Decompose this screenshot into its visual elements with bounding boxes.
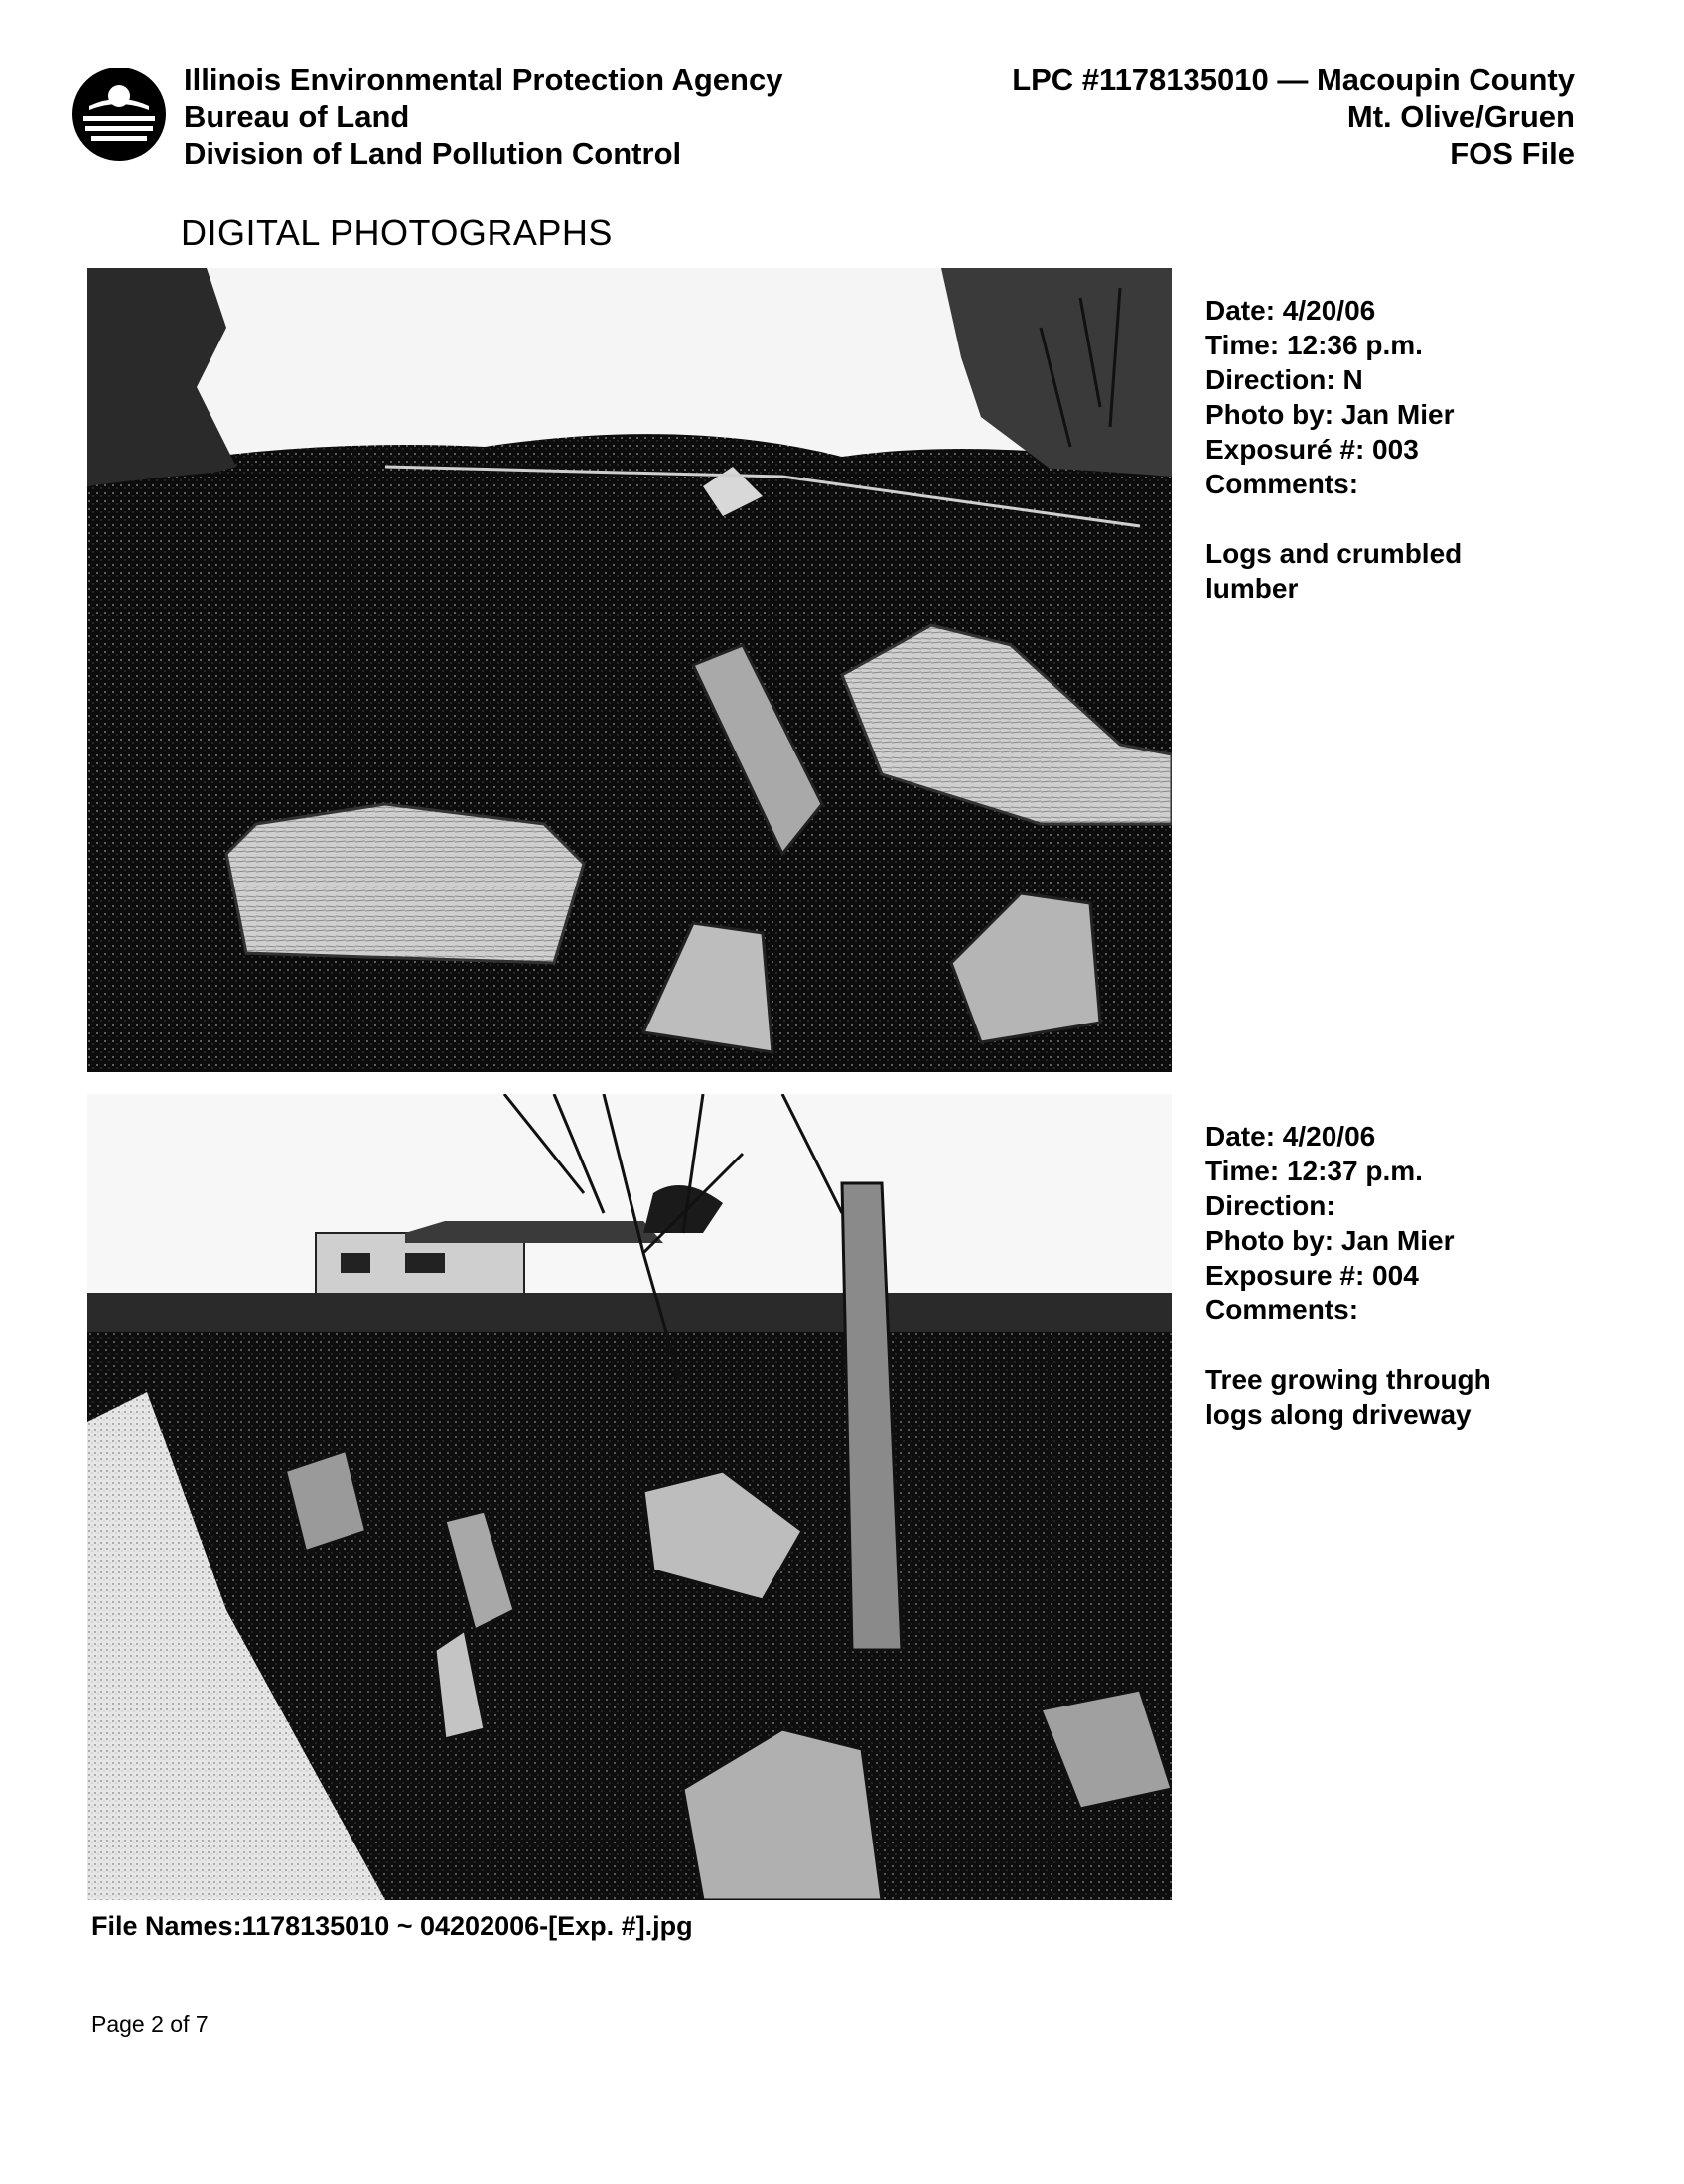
agency-name: Illinois Environmental Protection Agency [184,63,783,97]
file-type: FOS File [1450,136,1575,171]
division-name: Division of Land Pollution Control [184,136,682,171]
photo-2-details [1205,1119,1523,1432]
photo-comment: Logs and crumbled lumber [1205,538,1463,604]
photo-direction: Direction: N [1205,364,1363,395]
photo-exposure: Exposuré #: 003 [1205,434,1419,465]
photo-direction: Direction: [1205,1190,1335,1221]
photo-exposure: Exposure #: 004 [1205,1260,1419,1291]
agency-block [184,62,782,172]
lpc-number: LPC #1178135010 — Macoupin County [1012,63,1575,97]
photo-date: Date: 4/20/06 [1205,1121,1376,1152]
photo-by: Photo by: Jan Mier [1205,399,1455,430]
photo-comment: Tree growing through logs along driveway [1205,1364,1491,1430]
page-title: DIGITAL PHOTOGRAPHS [181,212,613,253]
comments-label: Comments: [1205,469,1359,499]
illinois-epa-seal-icon [70,65,169,164]
page-number: Page 2 of 7 [91,2011,209,2037]
site-photo-2 [87,1094,1172,1900]
photo-by: Photo by: Jan Mier [1205,1225,1455,1256]
site-block [1012,62,1575,172]
site-photo-1 [87,268,1172,1072]
photo-time: Time: 12:36 p.m. [1205,330,1423,360]
comments-label: Comments: [1205,1295,1359,1325]
photo-date: Date: 4/20/06 [1205,295,1376,326]
file-names: File Names:1178135010 ~ 04202006-[Exp. #].jpg [91,1911,693,1941]
site-name: Mt. Olive/Gruen [1346,99,1575,134]
photo-time: Time: 12:37 p.m. [1205,1156,1423,1186]
bureau-name: Bureau of Land [184,99,410,134]
photo-1-details [1205,293,1523,606]
